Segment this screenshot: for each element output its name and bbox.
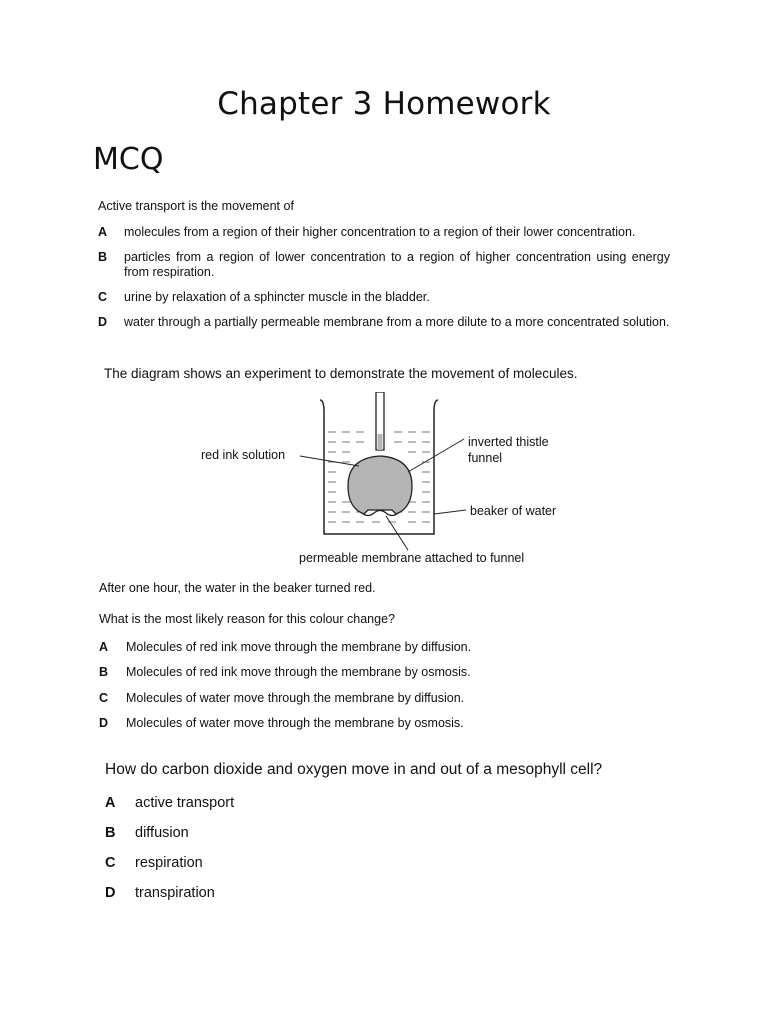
option-letter: B — [99, 665, 109, 679]
osmosis-experiment-diagram — [196, 392, 576, 572]
label-funnel-line2: funnel — [468, 451, 503, 465]
option-letter: C — [99, 691, 109, 705]
funnel-stem-ink — [378, 434, 383, 450]
option-text: respiration — [135, 855, 203, 871]
option-letter: D — [105, 885, 116, 901]
page-title: Chapter 3 Homework — [217, 86, 551, 122]
question-2-option-a[interactable] — [99, 640, 599, 656]
option-letter: A — [98, 225, 108, 239]
option-letter: C — [98, 290, 108, 304]
question-1-option-d[interactable] — [98, 315, 670, 347]
label-red-ink: red ink solution — [201, 448, 286, 462]
label-beaker: beaker of water — [470, 504, 557, 518]
question-1-option-c[interactable] — [98, 290, 670, 306]
option-letter: D — [99, 716, 109, 730]
option-text: active transport — [135, 795, 235, 811]
funnel-leader — [408, 439, 464, 472]
question-1-option-a[interactable] — [98, 225, 670, 241]
option-letter: D — [98, 315, 108, 329]
funnel-bulb — [348, 456, 412, 514]
option-text: Molecules of red ink move through the membrane by osmosis. — [126, 665, 471, 679]
question-3-question: How do carbon dioxide and oxygen move in and out of a mesophyll cell? — [105, 761, 603, 778]
question-2-option-c[interactable] — [99, 691, 599, 707]
question-3-option-c[interactable] — [105, 856, 405, 874]
option-text: Molecules of water move through the membrane by osmosis. — [126, 716, 464, 730]
label-membrane: permeable membrane attached to funnel — [299, 551, 525, 565]
membrane-leader — [386, 516, 408, 550]
option-text: urine by relaxation of a sphincter muscle in the bladder. — [124, 290, 430, 304]
option-text: particles from a region of lower concentration to a region of higher concentration using energy from respiration. — [124, 250, 670, 279]
option-text: diffusion — [135, 825, 189, 841]
red-ink-leader — [300, 456, 359, 466]
question-1-stem: Active transport is the movement of — [98, 199, 294, 213]
question-2-intro: The diagram shows an experiment to demonstrate the movement of molecules. — [104, 366, 578, 381]
option-text: Molecules of water move through the membrane by diffusion. — [126, 691, 465, 705]
option-text: water through a partially permeable membrane from a more dilute to a more concentrated solution. — [124, 315, 670, 329]
beaker-leader — [434, 510, 466, 514]
question-1-option-b[interactable] — [98, 250, 670, 282]
option-text: transpiration — [135, 885, 215, 901]
section-heading: MCQ — [93, 142, 164, 177]
question-2-option-d[interactable] — [99, 716, 599, 732]
question-3-option-b[interactable] — [105, 826, 405, 844]
label-funnel-line1: inverted thistle — [468, 435, 549, 449]
question-2-question: What is the most likely reason for this colour change? — [99, 612, 395, 626]
question-2-option-b[interactable] — [99, 665, 599, 681]
option-letter: A — [99, 640, 109, 654]
option-letter: A — [105, 795, 116, 811]
option-text: Molecules of red ink move through the membrane by diffusion. — [126, 640, 472, 654]
option-letter: B — [105, 825, 116, 841]
option-letter: B — [98, 250, 108, 264]
option-text: molecules from a region of their higher concentration to a region of their lower concentration. — [124, 225, 636, 239]
question-3-option-d[interactable] — [105, 886, 405, 904]
option-letter: C — [105, 855, 116, 871]
question-2-observation: After one hour, the water in the beaker turned red. — [99, 581, 376, 595]
question-3-option-a[interactable] — [105, 796, 405, 814]
